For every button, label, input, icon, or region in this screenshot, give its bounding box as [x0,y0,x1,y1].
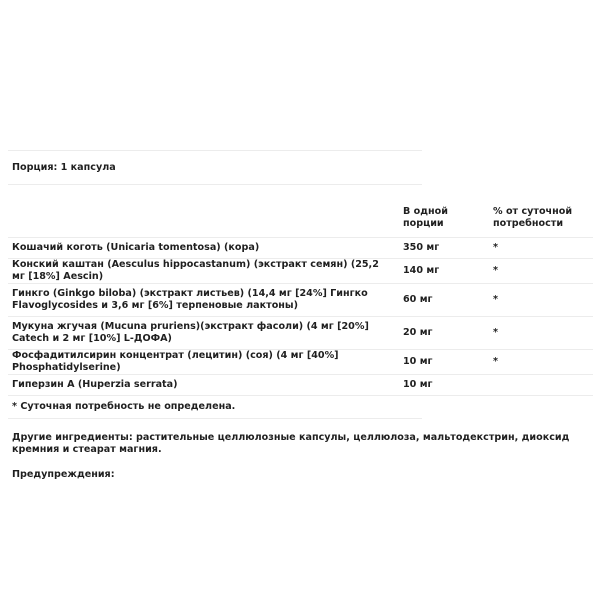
ingredient-daily-value: * [489,284,593,317]
ingredient-name: Мукуна жгучая (Mucuna pruriens)(экстракт фасоли) (4 мг [20%] Catech и 2 мг [10%] L-ДОФА) [8,317,399,350]
ingredient-name: Фосфадитилсирин концентрат (лецитин) (соя) (4 мг [40%] Phosphatidylserine) [8,350,399,375]
ingredient-amount: 140 мг [399,259,489,284]
supplement-facts [8,150,593,481]
footnote-table [8,396,422,419]
ingredient-amount: 60 мг [399,284,489,317]
ingredient-name: Гиперзин А (Huperzia serrata) [8,375,399,396]
ingredient-amount: 10 мг [399,375,489,396]
header-name [8,185,399,238]
ingredient-daily-value: * [489,350,593,375]
ingredient-amount: 350 мг [399,238,489,259]
ingredient-daily-value: * [489,238,593,259]
table-row [8,259,593,284]
ingredient-daily-value: * [489,317,593,350]
table-row [8,350,593,375]
table-row [8,238,593,259]
footnote: * Суточная потребность не определена. [8,396,422,419]
serving-table [8,150,422,185]
table-row [8,284,593,317]
ingredient-name: Кошачий коготь (Unicaria tomentosa) (кора) [8,238,399,259]
ingredient-amount: 10 мг [399,350,489,375]
table-row [8,317,593,350]
ingredient-name: Конский каштан (Aesculus hippocastanum) (экстракт семян) (25,2 мг [18%] Aescin) [8,259,399,284]
header-daily-value: % от суточной потребности [493,206,573,229]
table-row [8,375,593,396]
table-header [8,185,593,238]
serving-size: Порция: 1 капсула [8,151,422,185]
ingredients-table [8,185,593,396]
ingredient-daily-value: * [489,259,593,284]
ingredient-name: Гинкго (Ginkgo biloba) (экстракт листьев) (14,4 мг [24%] Гингко Flavoglycosides и 3,6 мг [6%] терпеновые лактоны) [8,284,399,317]
ingredient-daily-value [489,375,593,396]
ingredient-amount: 20 мг [399,317,489,350]
header-amount: В одной порции [403,206,448,229]
other-ingredients: Другие ингредиенты: растительные целлюлозные капсулы, целлюлоза, мальтодекстрин, диоксид кремния и стеарат магния. [12,432,570,455]
warnings: Предупреждения: [12,469,115,480]
